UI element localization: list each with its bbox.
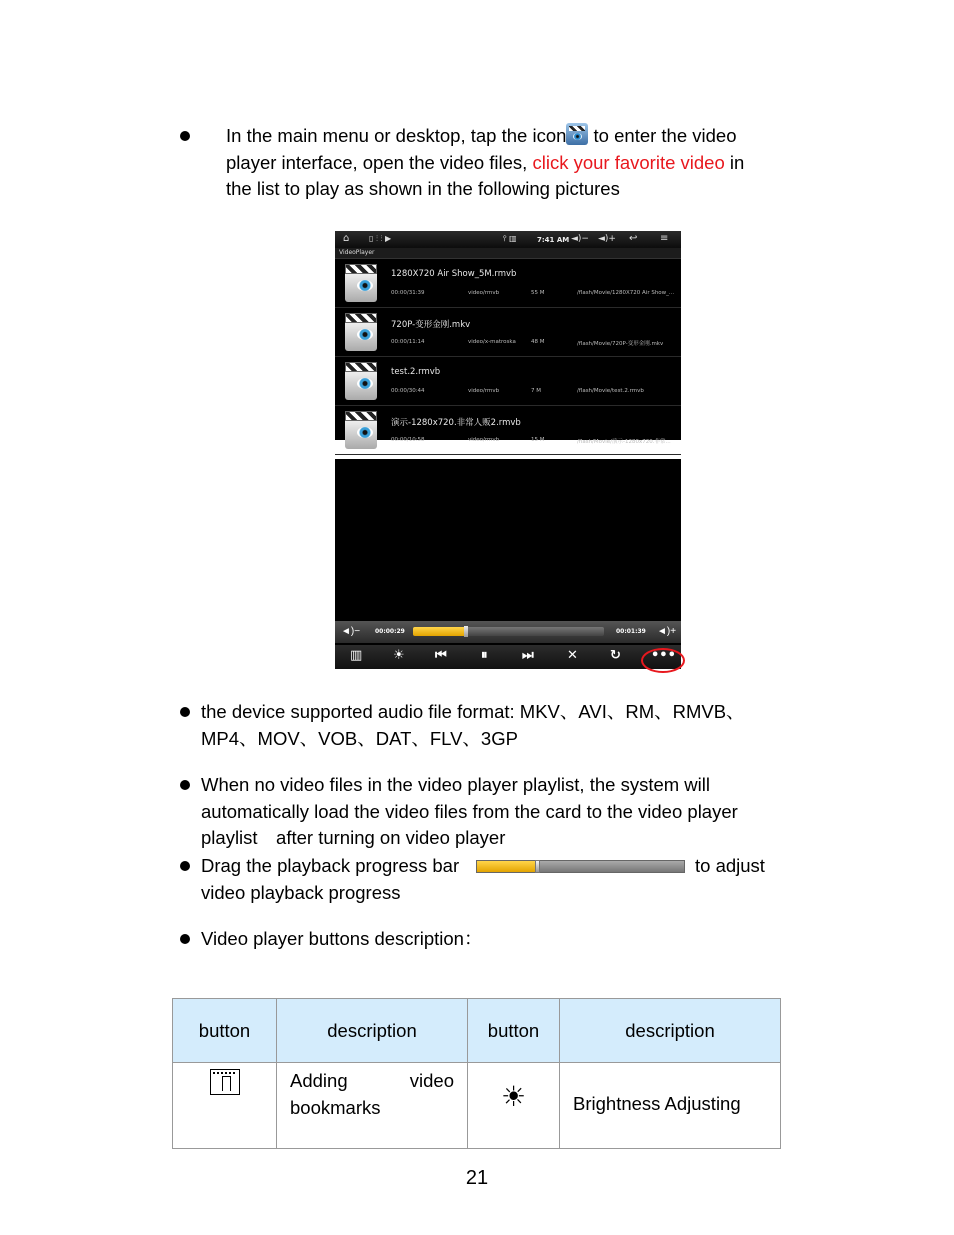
volume-down-icon[interactable]: ◄)− bbox=[341, 626, 361, 637]
bookmark-icon[interactable]: ▥ bbox=[350, 648, 363, 663]
elapsed-time: 00:00:29 bbox=[375, 628, 405, 635]
bullet bbox=[180, 707, 190, 717]
seek-handle[interactable] bbox=[464, 626, 468, 637]
intro-highlight: click your favorite video bbox=[532, 151, 725, 173]
control-bar bbox=[335, 645, 681, 669]
header-description: description bbox=[277, 999, 468, 1063]
video-path: /flash/Movie/1280X720 Air Show_... bbox=[577, 290, 675, 296]
intro-text-3: in the list to play as shown in the following pictures bbox=[226, 151, 745, 199]
video-list-item[interactable] bbox=[335, 259, 681, 308]
video-list-item[interactable] bbox=[335, 406, 681, 455]
more-icon[interactable]: ••• bbox=[651, 648, 676, 663]
video-duration: 00:00/10:58 bbox=[391, 437, 425, 443]
video-list-screenshot bbox=[335, 231, 681, 445]
video-name: 演示-1280x720.非常人贩2.rmvb bbox=[391, 418, 521, 428]
video-path: /flash/Movie/test.2.rmvb bbox=[577, 388, 644, 394]
video-duration: 00:00/11:14 bbox=[391, 339, 425, 345]
drag-text-after: to adjust bbox=[695, 855, 765, 876]
drag-text-before: Drag the playback progress bar bbox=[201, 855, 460, 876]
header-button: button bbox=[173, 999, 277, 1063]
progress-bar-illustration bbox=[476, 860, 685, 873]
autoload-line-3: playlist after turning on video player bbox=[201, 827, 506, 848]
video-thumbnail-icon bbox=[345, 362, 377, 400]
autoload-line-1: When no video files in the video player playlist, the system will bbox=[201, 774, 710, 795]
video-mime: video/x-matroska bbox=[468, 339, 516, 345]
buttons-table bbox=[172, 998, 781, 1149]
brightness-icon: ☀ bbox=[500, 1080, 527, 1113]
video-mime: video/rmvb bbox=[468, 388, 500, 394]
intro-text-1: In the main menu or desktop, tap the icon bbox=[226, 125, 567, 146]
video-thumbnail-icon bbox=[345, 411, 377, 449]
table-header-row bbox=[173, 999, 781, 1063]
intro-text-2: to enter the video player interface, open the video files, bbox=[226, 125, 737, 173]
bullet bbox=[180, 131, 190, 141]
video-path: /flash/Movie/演示-1280x720.非常... bbox=[577, 439, 671, 445]
buttons-desc-heading: Video player buttons description： bbox=[201, 928, 483, 949]
video-name: 720P-变形金刚.mkv bbox=[391, 320, 471, 330]
status-bar bbox=[335, 231, 681, 248]
seek-track[interactable] bbox=[413, 627, 604, 636]
video-duration: 00:00/31:39 bbox=[391, 290, 425, 296]
drag-line-2: video playback progress bbox=[201, 882, 401, 903]
video-thumbnail-icon bbox=[345, 264, 377, 302]
next-icon[interactable]: ⏭ bbox=[522, 648, 534, 663]
video-path: /flash/Movie/720P-变形金刚.mkv bbox=[577, 341, 664, 347]
total-time: 00:01:39 bbox=[616, 628, 646, 635]
notification-icons: ▯ ⫶ ⫶ ▶ bbox=[369, 234, 392, 243]
progress-handle bbox=[535, 860, 540, 873]
table-cell-description bbox=[560, 1063, 781, 1149]
intro-paragraph bbox=[226, 123, 771, 203]
video-list-item[interactable] bbox=[335, 357, 681, 406]
video-size: 48 M bbox=[531, 339, 545, 345]
repeat-icon[interactable]: ↻ bbox=[610, 648, 621, 663]
volume-up-icon[interactable]: ◄)+ bbox=[598, 234, 616, 244]
menu-icon[interactable]: ≡ bbox=[660, 233, 669, 244]
video-size: 7 M bbox=[531, 388, 541, 394]
desc-line-2: bookmarks bbox=[290, 1097, 381, 1118]
video-list-item[interactable] bbox=[335, 308, 681, 357]
home-icon: ⌂ bbox=[343, 233, 350, 244]
formats-paragraph: the device supported audio file format: MKV、AVI、RM、RMVB、MP4、MOV、VOB、DAT、FLV、3GP bbox=[201, 701, 745, 749]
bullet bbox=[180, 780, 190, 790]
bookmark-icon bbox=[210, 1069, 240, 1095]
video-size: 55 M bbox=[531, 290, 545, 296]
video-size: 15 M bbox=[531, 437, 545, 443]
signal-icons: ⫯ ▥ bbox=[503, 234, 517, 243]
pause-icon[interactable]: ⏸ bbox=[481, 648, 488, 663]
video-name: test.2.rmvb bbox=[391, 367, 441, 377]
autoload-paragraph bbox=[201, 772, 770, 852]
video-mime: video/rmvb bbox=[468, 437, 500, 443]
volume-up-icon[interactable]: ◄)+ bbox=[657, 626, 677, 637]
seek-bar-panel bbox=[335, 621, 681, 643]
status-time: 7:41 AM bbox=[537, 236, 570, 244]
desc-text: Brightness Adjusting bbox=[573, 1093, 741, 1114]
desc-word: Adding bbox=[290, 1070, 348, 1091]
player-screenshot bbox=[335, 459, 681, 669]
desc-word: video bbox=[409, 1070, 454, 1091]
progress-fill bbox=[477, 861, 535, 872]
bullet bbox=[180, 861, 190, 871]
page-number: 21 bbox=[465, 1167, 489, 1189]
fullscreen-icon[interactable]: ✕ bbox=[567, 648, 578, 663]
back-icon[interactable]: ↩ bbox=[629, 233, 638, 244]
autoload-line-2: automatically load the video files from the card to the video player bbox=[201, 800, 738, 822]
table-row bbox=[173, 1063, 781, 1149]
video-player-app-icon bbox=[566, 123, 588, 145]
header-description: description bbox=[560, 999, 781, 1063]
video-thumbnail-icon bbox=[345, 313, 377, 351]
seek-fill bbox=[413, 627, 466, 636]
table-cell-icon bbox=[468, 1063, 560, 1149]
table-cell-icon bbox=[173, 1063, 277, 1149]
brightness-icon[interactable]: ☀ bbox=[393, 648, 405, 663]
table-cell-description bbox=[277, 1063, 468, 1149]
video-name: 1280X720 Air Show_5M.rmvb bbox=[391, 269, 517, 279]
volume-down-icon[interactable]: ◄)− bbox=[571, 234, 589, 244]
video-mime: video/rmvb bbox=[468, 290, 500, 296]
header-button: button bbox=[468, 999, 560, 1063]
video-duration: 00:00/30:44 bbox=[391, 388, 425, 394]
previous-icon[interactable]: ⏮ bbox=[435, 648, 447, 663]
bullet bbox=[180, 934, 190, 944]
app-title: VideoPlayer bbox=[335, 248, 681, 259]
highlight-circle bbox=[641, 648, 685, 673]
